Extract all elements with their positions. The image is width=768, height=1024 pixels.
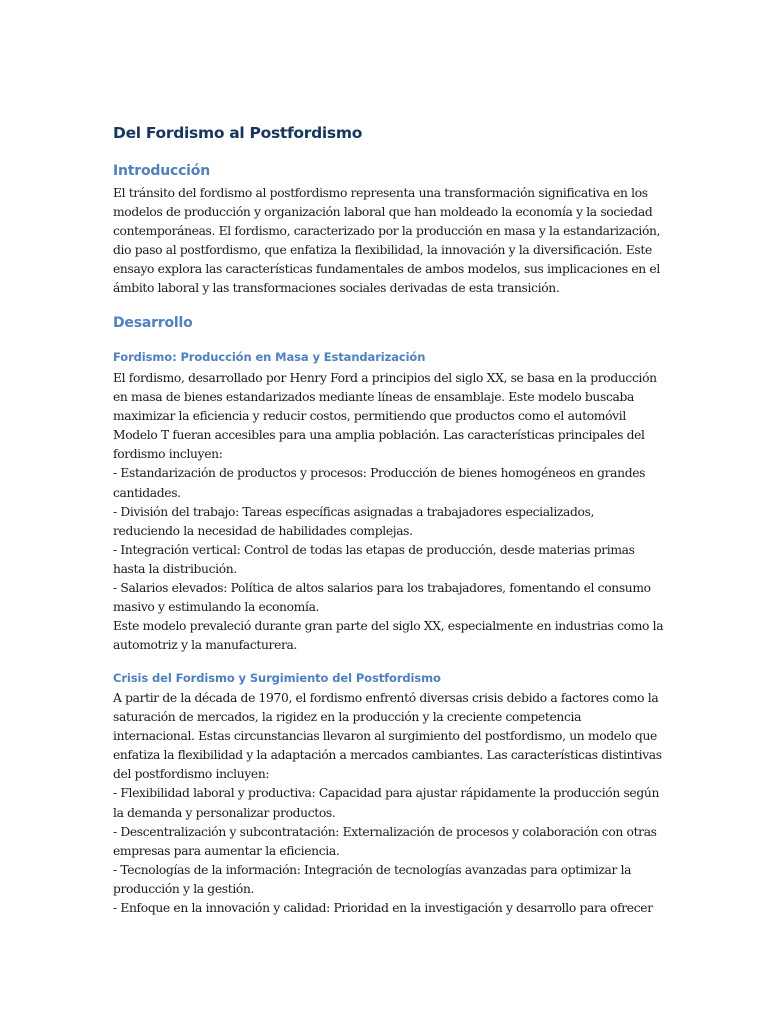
paragraph-introduccion <box>113 184 661 299</box>
text-line: la demanda y personalizar productos. <box>113 805 336 820</box>
text-line: enfatiza la flexibilidad y la adaptación a mercados cambiantes. Las características distintivas <box>113 748 662 763</box>
text-line: saturación de mercados, la rigidez en la producción y la creciente competencia <box>113 710 582 725</box>
paragraph-fordismo <box>113 369 664 655</box>
text-line: - Integración vertical: Control de todas las etapas de producción, desde materias primas <box>113 542 635 557</box>
text-line: contemporáneas. El fordismo, caracterizado por la producción en masa y la estandarización, <box>113 224 661 239</box>
text-line: Modelo T fueran accesibles para una amplia población. Las características principales del <box>113 428 645 443</box>
text-line: El tránsito del fordismo al postfordismo representa una transformación significativa en los <box>113 186 648 200</box>
text-line: ensayo explora las características fundamentales de ambos modelos, sus implicaciones en el <box>113 262 660 277</box>
text-line: dio paso al postfordismo, que enfatiza la flexibilidad, la innovación y la diversificación. Este <box>113 243 652 258</box>
text-line: A partir de la década de 1970, el fordismo enfrentó diversas crisis debido a factores como la <box>113 691 659 705</box>
text-line: producción y la gestión. <box>113 881 255 896</box>
text-line: automotriz y la manufacturera. <box>113 638 298 653</box>
text-line: modelos de producción y organización laboral que han moldeado la economía y la sociedad <box>113 205 653 220</box>
heading-crisis-fordismo: Crisis del Fordismo y Surgimiento del Postfordismo <box>113 671 441 685</box>
text-line: hasta la distribución. <box>113 561 237 576</box>
text-line: - Tecnologías de la información: Integración de tecnologías avanzadas para optimizar la <box>113 862 632 877</box>
paragraph-crisis-fordismo <box>113 689 662 918</box>
text-line: cantidades. <box>113 485 181 500</box>
heading-introduccion: Introducción <box>113 163 210 179</box>
text-line: - Estandarización de productos y procesos: Producción de bienes homogéneos en grandes <box>113 466 646 481</box>
text-line: masivo y estimulando la economía. <box>113 600 320 615</box>
document-title: Del Fordismo al Postfordismo <box>113 124 363 142</box>
text-line: El fordismo, desarrollado por Henry Ford a principios del siglo XX, se basa en la producción <box>113 371 657 385</box>
text-line: del postfordismo incluyen: <box>113 767 270 782</box>
text-line: internacional. Estas circunstancias llevaron al surgimiento del postfordismo, un modelo que <box>113 729 657 744</box>
text-line: reduciendo la necesidad de habilidades complejas. <box>113 523 413 538</box>
text-line: fordismo incluyen: <box>113 447 223 462</box>
text-line: - Flexibilidad laboral y productiva: Capacidad para ajustar rápidamente la producción según <box>113 786 660 801</box>
text-line: ámbito laboral y las transformaciones sociales derivadas de esta transición. <box>113 281 560 296</box>
heading-desarrollo: Desarrollo <box>113 315 193 331</box>
text-line: Este modelo prevaleció durante gran parte del siglo XX, especialmente en industrias como la <box>113 619 664 634</box>
text-line: - División del trabajo: Tareas específicas asignadas a trabajadores especializados, <box>113 504 595 519</box>
text-line: empresas para aumentar la eficiencia. <box>113 843 340 858</box>
text-line: en masa de bienes estandarizados mediante líneas de ensamblaje. Este modelo buscaba <box>113 390 634 405</box>
text-line: - Descentralización y subcontratación: Externalización de procesos y colaboración con otras <box>113 824 657 839</box>
text-line: - Enfoque en la innovación y calidad: Prioridad en la investigación y desarrollo para ofrecer <box>113 901 653 916</box>
text-line: maximizar la eficiencia y reducir costos, permitiendo que productos como el automóvil <box>113 409 626 424</box>
text-line: - Salarios elevados: Política de altos salarios para los trabajadores, fomentando el consumo <box>113 581 651 596</box>
heading-fordismo: Fordismo: Producción en Masa y Estandarización <box>113 350 426 364</box>
